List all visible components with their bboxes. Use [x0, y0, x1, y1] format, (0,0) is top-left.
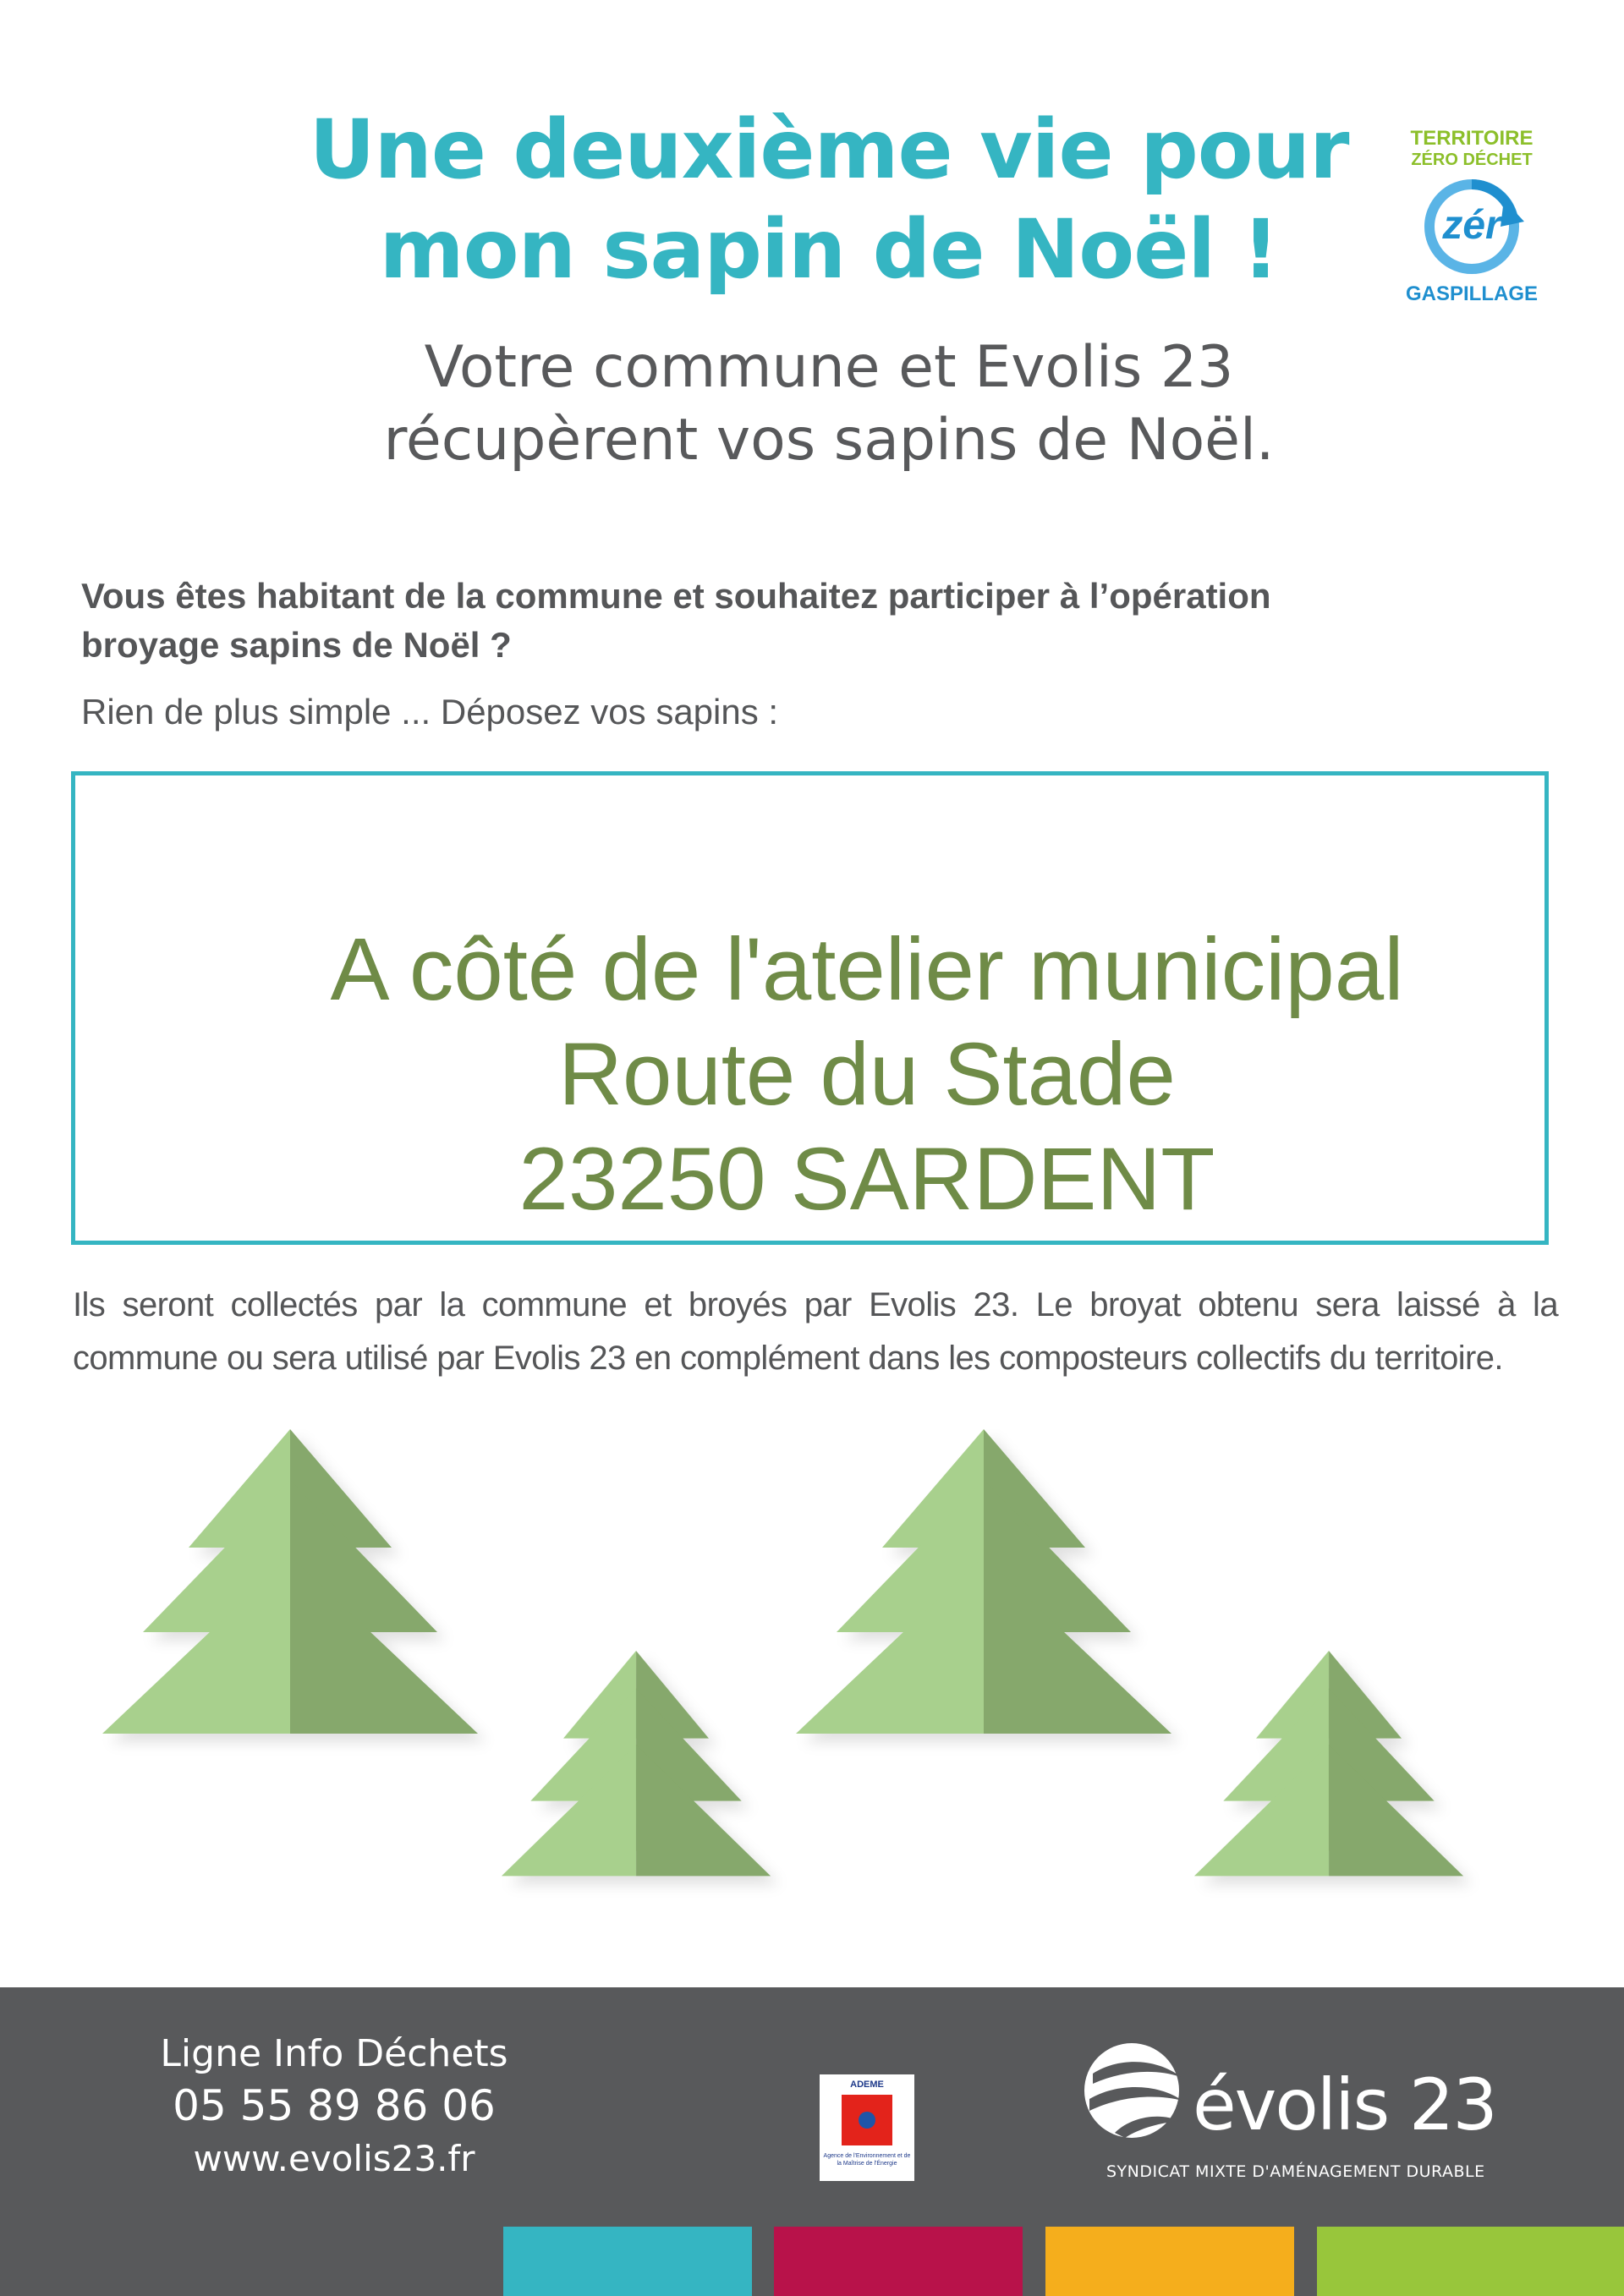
- ademe-label: ADEME: [850, 2080, 884, 2090]
- zero-waste-logo: [1404, 125, 1539, 328]
- address-line-1: A côté de l'atelier municipal: [330, 920, 1404, 1019]
- color-bar-green: [1317, 2227, 1624, 2296]
- page-subtitle: [211, 332, 1446, 477]
- title-line-1: Une deuxième vie pour: [309, 102, 1349, 197]
- info-url[interactable]: www.evolis23.fr: [193, 2138, 475, 2179]
- subtitle-line-2: récupèrent vos sapins de Noël.: [383, 407, 1275, 474]
- badge-line-1: TERRITOIRE: [1410, 127, 1533, 150]
- subtitle-line-1: Votre commune et Evolis 23: [424, 334, 1234, 401]
- address-line-2: Route du Stade: [558, 1025, 1176, 1124]
- badge-word: zér: [1442, 203, 1501, 248]
- christmas-tree-icon: [502, 1651, 771, 1876]
- info-phone: 05 55 89 86 06: [173, 2081, 496, 2130]
- color-bar-orange: [1045, 2227, 1294, 2296]
- christmas-tree-icon: [796, 1429, 1171, 1734]
- page-title: [169, 100, 1489, 299]
- address-line-3: 23250 SARDENT: [518, 1130, 1215, 1229]
- info-line-block: [135, 2030, 533, 2185]
- intro-instruction: Rien de plus simple ... Déposez vos sapins :: [81, 692, 779, 732]
- brand-name: évolis 23: [1193, 2063, 1496, 2146]
- trees-illustration: [0, 1429, 1624, 1987]
- ademe-logo: [820, 2074, 914, 2181]
- question-line-2: broyage sapins de Noël ?: [81, 625, 512, 665]
- color-bar-magenta: [774, 2227, 1023, 2296]
- brand-tagline: SYNDICAT MIXTE D'AMÉNAGEMENT DURABLE: [1106, 2162, 1485, 2181]
- color-bar-teal: [503, 2227, 752, 2296]
- info-label: Ligne Info Déchets: [160, 2032, 508, 2075]
- christmas-tree-icon: [1194, 1651, 1463, 1876]
- title-line-2: mon sapin de Noël !: [379, 202, 1279, 297]
- badge-line-2: ZÉRO DÉCHET: [1411, 151, 1533, 169]
- question-line-1: Vous êtes habitant de la commune et souhaitez participer à l’opération: [81, 576, 1271, 616]
- ademe-caption: Agence de l'Environnement et de la Maîtrise de l'Énergie: [823, 2153, 911, 2167]
- recycle-arrow-icon: [1419, 174, 1524, 279]
- ademe-dot: [859, 2112, 875, 2129]
- badge-line-3: GASPILLAGE: [1405, 282, 1538, 305]
- intro-question: [81, 572, 1570, 670]
- drop-off-address: [127, 918, 1607, 1232]
- christmas-tree-icon: [102, 1429, 478, 1734]
- evolis-logo-icon: [1081, 2040, 1191, 2141]
- description-paragraph: Ils seront collectés par la commune et broyés par Evolis 23. Le broyat obtenu sera laissé à la commune ou sera utilisé par Evolis 23 en complément dans les composteurs collectifs du territoire.: [73, 1286, 1558, 1377]
